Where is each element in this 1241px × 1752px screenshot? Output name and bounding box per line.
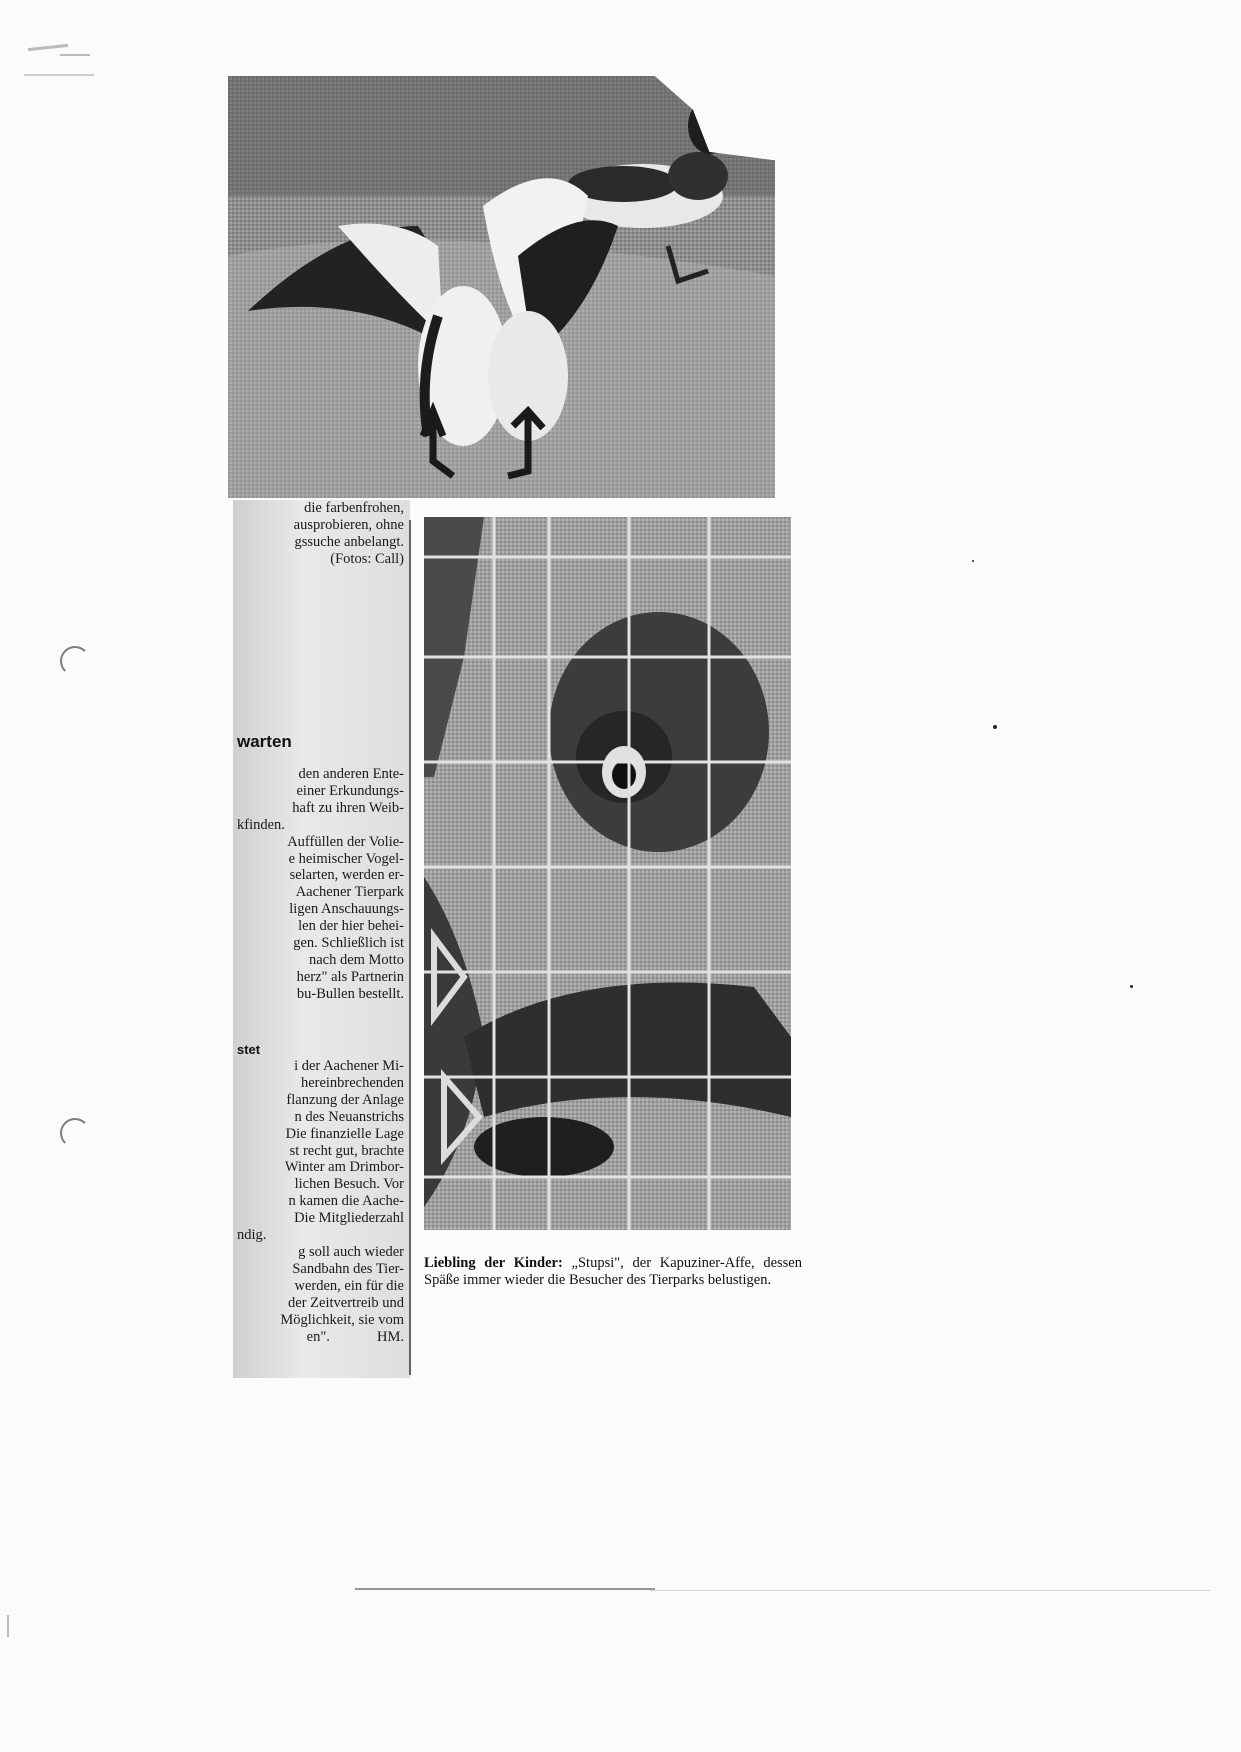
article-line: g soll auch wieder	[298, 1243, 404, 1260]
article-line: lichen Besuch. Vor	[294, 1176, 404, 1193]
scan-speck	[1130, 985, 1133, 988]
article-line: Sandbahn des Tier-	[292, 1260, 404, 1277]
article-line: werden, ein für die	[294, 1277, 404, 1294]
article-line: selarten, werden er-	[289, 867, 404, 884]
article-line: nach dem Motto	[308, 951, 404, 968]
column-rule	[409, 520, 411, 1375]
article-line: gssuche anbelangt.	[294, 533, 404, 550]
article-line: hereinbrechenden	[300, 1074, 404, 1091]
article-line: Aachener Tierpark	[295, 884, 404, 901]
article-line: e heimischer Vogel-	[288, 850, 404, 867]
birds-illustration	[228, 76, 775, 498]
article-paragraph	[233, 766, 404, 1003]
article-line: n des Neuanstrichs	[294, 1108, 404, 1125]
photo-credit: (Fotos: Call)	[330, 550, 404, 567]
article-line: die farbenfrohen,	[304, 500, 404, 516]
article-line: gen. Schließlich ist	[293, 935, 404, 952]
punch-hole-mark	[60, 646, 90, 676]
article-line: n kamen die Aache-	[288, 1193, 404, 1210]
article-paragraph	[233, 1058, 404, 1345]
article-line: en". HM.	[306, 1328, 404, 1345]
photo-caption	[424, 1255, 802, 1289]
article-line: der Zeitvertreib und	[288, 1294, 404, 1311]
scan-smudge	[24, 74, 94, 76]
article-line: Die Mitgliederzahl	[294, 1210, 404, 1227]
article-line: ausprobieren, ohne	[293, 516, 404, 533]
caption-text: „Stupsi", der Kapuziner-Affe, dessen Späße immer wieder die Besucher des Tierparks belustigen.	[424, 1254, 802, 1288]
article-line: herz" als Partnerin	[296, 968, 404, 985]
article-line: bu-Bullen bestellt.	[296, 985, 404, 1002]
article-line: i der Aachener Mi-	[294, 1058, 404, 1074]
caption-lead: Liebling der Kinder:	[424, 1254, 563, 1271]
article-line: kfinden.	[237, 816, 285, 833]
photo-monkey	[424, 517, 791, 1230]
article-line: haft zu ihren Weib-	[292, 799, 404, 816]
article-line: flanzung der Anlage	[286, 1091, 404, 1108]
article-subheading: stet	[237, 1042, 261, 1057]
article-heading: warten	[237, 732, 292, 751]
punch-hole-mark	[60, 1118, 90, 1148]
scan-line	[355, 1588, 655, 1590]
article-top-lines	[233, 500, 404, 568]
monkey-illustration	[424, 517, 791, 1230]
scan-speck	[972, 560, 974, 562]
article-line: Die finanzielle Lage	[285, 1125, 404, 1142]
article-line: den anderen Ente-	[298, 766, 404, 782]
scan-speck	[993, 725, 997, 729]
scan-smudge	[60, 54, 90, 56]
scan-edge-mark	[7, 1615, 9, 1637]
article-line: Möglichkeit, sie vom	[280, 1311, 404, 1328]
scan-line	[650, 1590, 1210, 1591]
article-line: st recht gut, brachte	[289, 1142, 404, 1159]
article-line: ndig.	[237, 1227, 267, 1244]
article-line: ligen Anschauungs-	[289, 901, 404, 918]
article-line: Winter am Drimbor-	[284, 1159, 404, 1176]
article-line: einer Erkundungs-	[296, 782, 404, 799]
article-line: len der hier behei-	[298, 918, 404, 935]
photo-birds	[228, 76, 775, 498]
scan-smudge	[28, 44, 68, 51]
article-line: Auffüllen der Volie-	[287, 833, 404, 850]
article-text-column	[233, 500, 410, 1378]
